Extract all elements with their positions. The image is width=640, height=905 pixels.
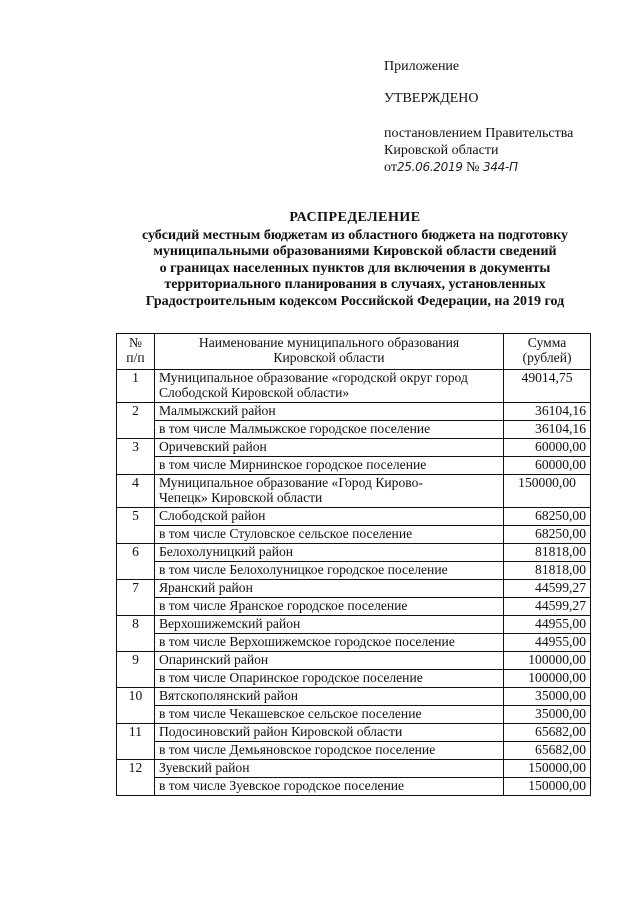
- row-number: 5: [117, 508, 155, 544]
- row-name: в том числе Мирнинское городское поселение: [154, 457, 503, 475]
- row-number: 1: [117, 370, 155, 403]
- table-row: [117, 778, 591, 796]
- table-row: [117, 508, 591, 526]
- row-sum: 36104,16: [504, 403, 591, 421]
- table-row: [117, 706, 591, 724]
- row-number: 6: [117, 544, 155, 580]
- row-number: 9: [117, 652, 155, 688]
- row-sum: 65682,00: [504, 742, 591, 760]
- table-row: [117, 526, 591, 544]
- table-row: [117, 652, 591, 670]
- row-number: 8: [117, 616, 155, 652]
- row-name: Подосиновский район Кировской области: [154, 724, 503, 742]
- header-num: [117, 334, 155, 370]
- row-sum: 68250,00: [504, 508, 591, 526]
- row-sum: 60000,00: [504, 457, 591, 475]
- row-name: в том числе Яранское городское поселение: [154, 598, 503, 616]
- table-row: [117, 742, 591, 760]
- table-row: [117, 760, 591, 778]
- row-number: 10: [117, 688, 155, 724]
- header-name-line2: Кировской области: [273, 350, 385, 365]
- header-name: [154, 334, 503, 370]
- row-name: в том числе Малмыжское городское поселение: [154, 421, 503, 439]
- row-number: 2: [117, 403, 155, 439]
- row-number: 4: [117, 475, 155, 508]
- row-name: Верхошижемский район: [154, 616, 503, 634]
- title-line: муниципальными образованиями Кировской области сведений: [153, 244, 557, 259]
- row-name: в том числе Опаринское городское поселение: [154, 670, 503, 688]
- date-prefix: от: [384, 160, 397, 175]
- approval-block: [384, 58, 634, 176]
- row-sum: 44599,27: [504, 598, 591, 616]
- table-row: [117, 475, 591, 508]
- resolution-line-1: постановлением Правительства: [384, 126, 574, 141]
- row-sum: 49014,75: [504, 370, 591, 403]
- table-row: [117, 421, 591, 439]
- handwritten-date: 25.06.2019: [396, 160, 463, 174]
- header-sum-line2: (рублей): [522, 350, 572, 365]
- approved-label: УТВЕРЖДЕНО: [384, 91, 479, 106]
- document-title: [110, 210, 600, 310]
- title-line: Градостроительным кодексом Российской Федерации, на 2019 год: [145, 293, 565, 309]
- row-sum: 150000,00: [504, 475, 591, 508]
- row-sum: 150000,00: [504, 760, 591, 778]
- row-name: в том числе Верхошижемское городское поселение: [154, 634, 503, 652]
- table-row: [117, 634, 591, 652]
- row-name: в том числе Белохолуницкое городское поселение: [154, 562, 503, 580]
- number-sign: №: [466, 160, 480, 175]
- table-row: [117, 544, 591, 562]
- row-name: Белохолуницкий район: [154, 544, 503, 562]
- table-row: [117, 580, 591, 598]
- row-sum: 35000,00: [504, 688, 591, 706]
- table-row: [117, 616, 591, 634]
- row-sum: 81818,00: [504, 562, 591, 580]
- table-row: [117, 457, 591, 475]
- row-number: 7: [117, 580, 155, 616]
- row-sum: 68250,00: [504, 526, 591, 544]
- title-line: территориального планирования в случаях, установленных: [164, 277, 546, 292]
- row-name-line2: Слободской Кировской области»: [158, 385, 350, 400]
- row-number: 12: [117, 760, 155, 796]
- row-name: Зуевский район: [154, 760, 503, 778]
- header-sum: [504, 334, 591, 370]
- row-number: 11: [117, 724, 155, 760]
- table-header-row: [117, 334, 591, 370]
- table-row: [117, 598, 591, 616]
- row-sum: 44955,00: [504, 634, 591, 652]
- appendix-label: Приложение: [384, 59, 460, 74]
- row-name: в том числе Демьяновское городское поселение: [154, 742, 503, 760]
- row-name: Вятскополянский район: [154, 688, 503, 706]
- row-name-line1: Муниципальное образование «Город Кирово-: [158, 475, 423, 490]
- header-num-line2: п/п: [126, 350, 145, 365]
- row-name: в том числе Зуевское городское поселение: [154, 778, 503, 796]
- row-sum: 100000,00: [504, 670, 591, 688]
- row-sum: 150000,00: [504, 778, 591, 796]
- row-name: Яранский район: [154, 580, 503, 598]
- row-sum: 81818,00: [504, 544, 591, 562]
- row-number: 3: [117, 439, 155, 475]
- table-row: [117, 403, 591, 421]
- table-row: [117, 688, 591, 706]
- title-line: о границах населенных пунктов для включения в документы: [159, 260, 551, 276]
- row-sum: 100000,00: [504, 652, 591, 670]
- row-name: [154, 475, 503, 508]
- row-name-line1: Муниципальное образование «городской округ город: [158, 370, 468, 385]
- resolution-date-line: [384, 159, 634, 176]
- row-name: в том числе Стуловское сельское поселение: [154, 526, 503, 544]
- resolution-line-2: Кировской области: [384, 143, 499, 158]
- row-name: Оричевский район: [154, 439, 503, 457]
- row-sum: 44599,27: [504, 580, 591, 598]
- row-sum: 36104,16: [504, 421, 591, 439]
- row-name-line2: Чепецк» Кировской области: [158, 490, 323, 505]
- row-sum: 44955,00: [504, 616, 591, 634]
- row-name: в том числе Чекашевское сельское поселение: [154, 706, 503, 724]
- header-name-line1: Наименование муниципального образования: [198, 335, 460, 350]
- distribution-table: [116, 333, 591, 796]
- row-sum: 60000,00: [504, 439, 591, 457]
- row-name: Малмыжский район: [154, 403, 503, 421]
- row-name: Опаринский район: [154, 652, 503, 670]
- row-sum: 65682,00: [504, 724, 591, 742]
- handwritten-number: 344-П: [483, 160, 518, 174]
- table-row: [117, 670, 591, 688]
- title-heading: РАСПРЕДЕЛЕНИЕ: [289, 210, 421, 225]
- table-row: [117, 724, 591, 742]
- title-line: субсидий местным бюджетам из областного бюджета на подготовку: [141, 227, 569, 243]
- table-row: [117, 370, 591, 403]
- row-sum: 35000,00: [504, 706, 591, 724]
- header-num-line1: №: [128, 335, 142, 350]
- table-row: [117, 439, 591, 457]
- header-sum-line1: Сумма: [527, 335, 567, 350]
- row-name: Слободской район: [154, 508, 503, 526]
- row-name: [154, 370, 503, 403]
- table-row: [117, 562, 591, 580]
